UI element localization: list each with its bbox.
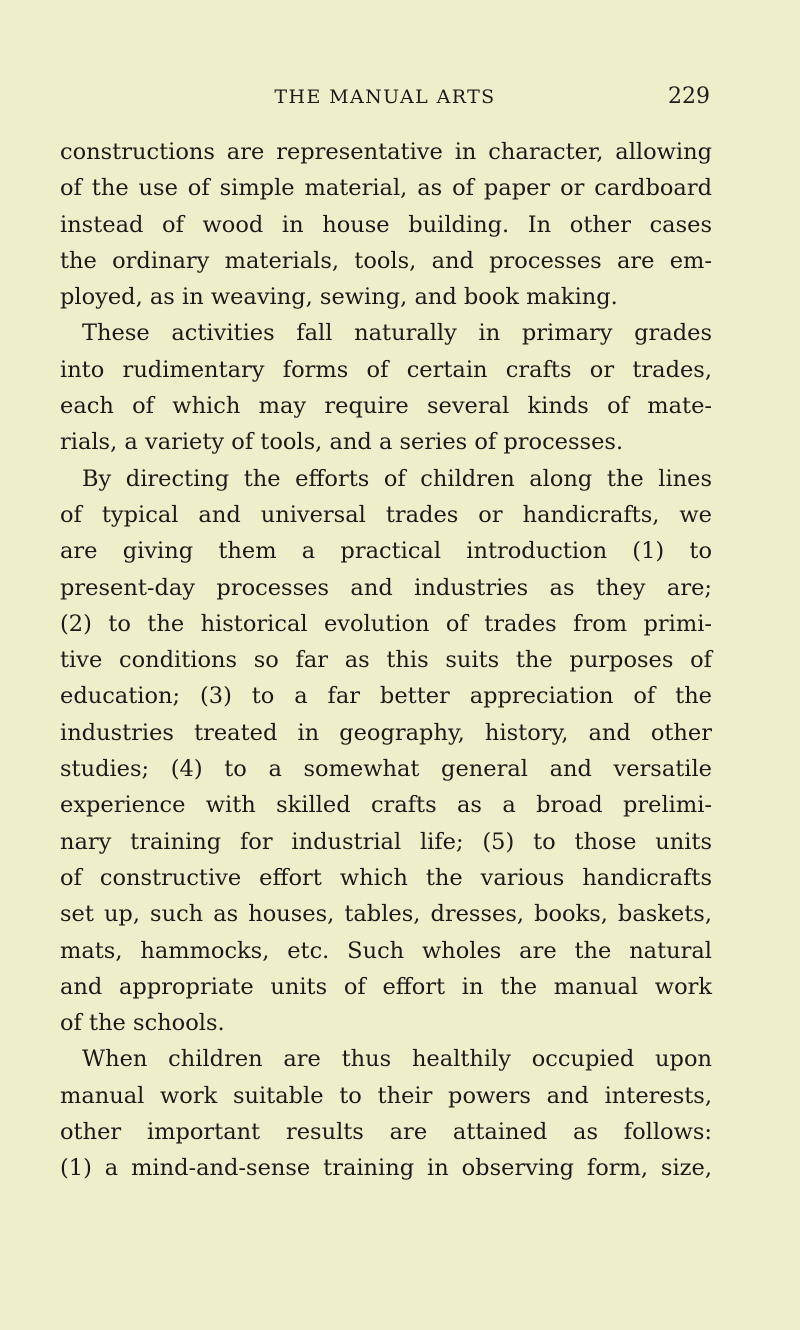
text-line: nary training for industrial life; (5) to those units — [60, 828, 712, 855]
text-line: industries treated in geography, history, and other — [60, 719, 712, 746]
text-line: experience with skilled crafts as a broad prelimi- — [60, 792, 712, 819]
text-line: other important results are attained as follows: — [60, 1119, 712, 1146]
text-line: of constructive effort which the various handicrafts — [60, 864, 712, 891]
body-text — [60, 134, 712, 1187]
text-line: of the schools. — [60, 1010, 225, 1037]
text-line: (2) to the historical evolution of trades from primi- — [60, 610, 712, 637]
text-line: into rudimentary forms of certain crafts or trades, — [60, 356, 712, 383]
text-line: These activities fall naturally in primary grades — [82, 320, 712, 347]
running-head — [60, 84, 710, 114]
text-line: are giving them a practical introduction (1) to — [60, 538, 712, 565]
text-line: tive conditions so far as this suits the purposes of — [60, 647, 712, 674]
text-line: studies; (4) to a somewhat general and versatile — [60, 756, 712, 783]
text-line: the ordinary materials, tools, and processes are em- — [60, 247, 712, 274]
text-line: of the use of simple material, as of paper or cardboard — [60, 175, 712, 202]
text-line: set up, such as houses, tables, dresses, books, baskets, — [60, 901, 712, 928]
text-line: rials, a variety of tools, and a series of processes. — [60, 429, 624, 456]
text-line: (1) a mind-and-sense training in observing form, size, — [60, 1155, 712, 1182]
text-line: By directing the efforts of children along the lines — [82, 465, 712, 492]
text-line: ployed, as in weaving, sewing, and book making. — [60, 284, 618, 311]
running-title: THE MANUAL ARTS — [274, 86, 496, 108]
page-number: 229 — [668, 84, 710, 109]
text-line: and appropriate units of effort in the manual work — [60, 973, 712, 1000]
text-line: instead of wood in house building. In other cases — [60, 211, 712, 238]
text-line: of typical and universal trades or handicrafts, we — [60, 501, 712, 528]
text-line: present-day processes and industries as they are; — [60, 574, 712, 601]
text-line: When children are thus healthily occupied upon — [82, 1046, 712, 1073]
text-line: constructions are representative in character, allowing — [60, 139, 712, 165]
text-line: education; (3) to a far better appreciation of the — [60, 683, 712, 710]
text-line: each of which may require several kinds of mate- — [60, 393, 712, 420]
text-line: manual work suitable to their powers and interests, — [60, 1082, 712, 1109]
text-line: mats, hammocks, etc. Such wholes are the natural — [60, 937, 712, 964]
